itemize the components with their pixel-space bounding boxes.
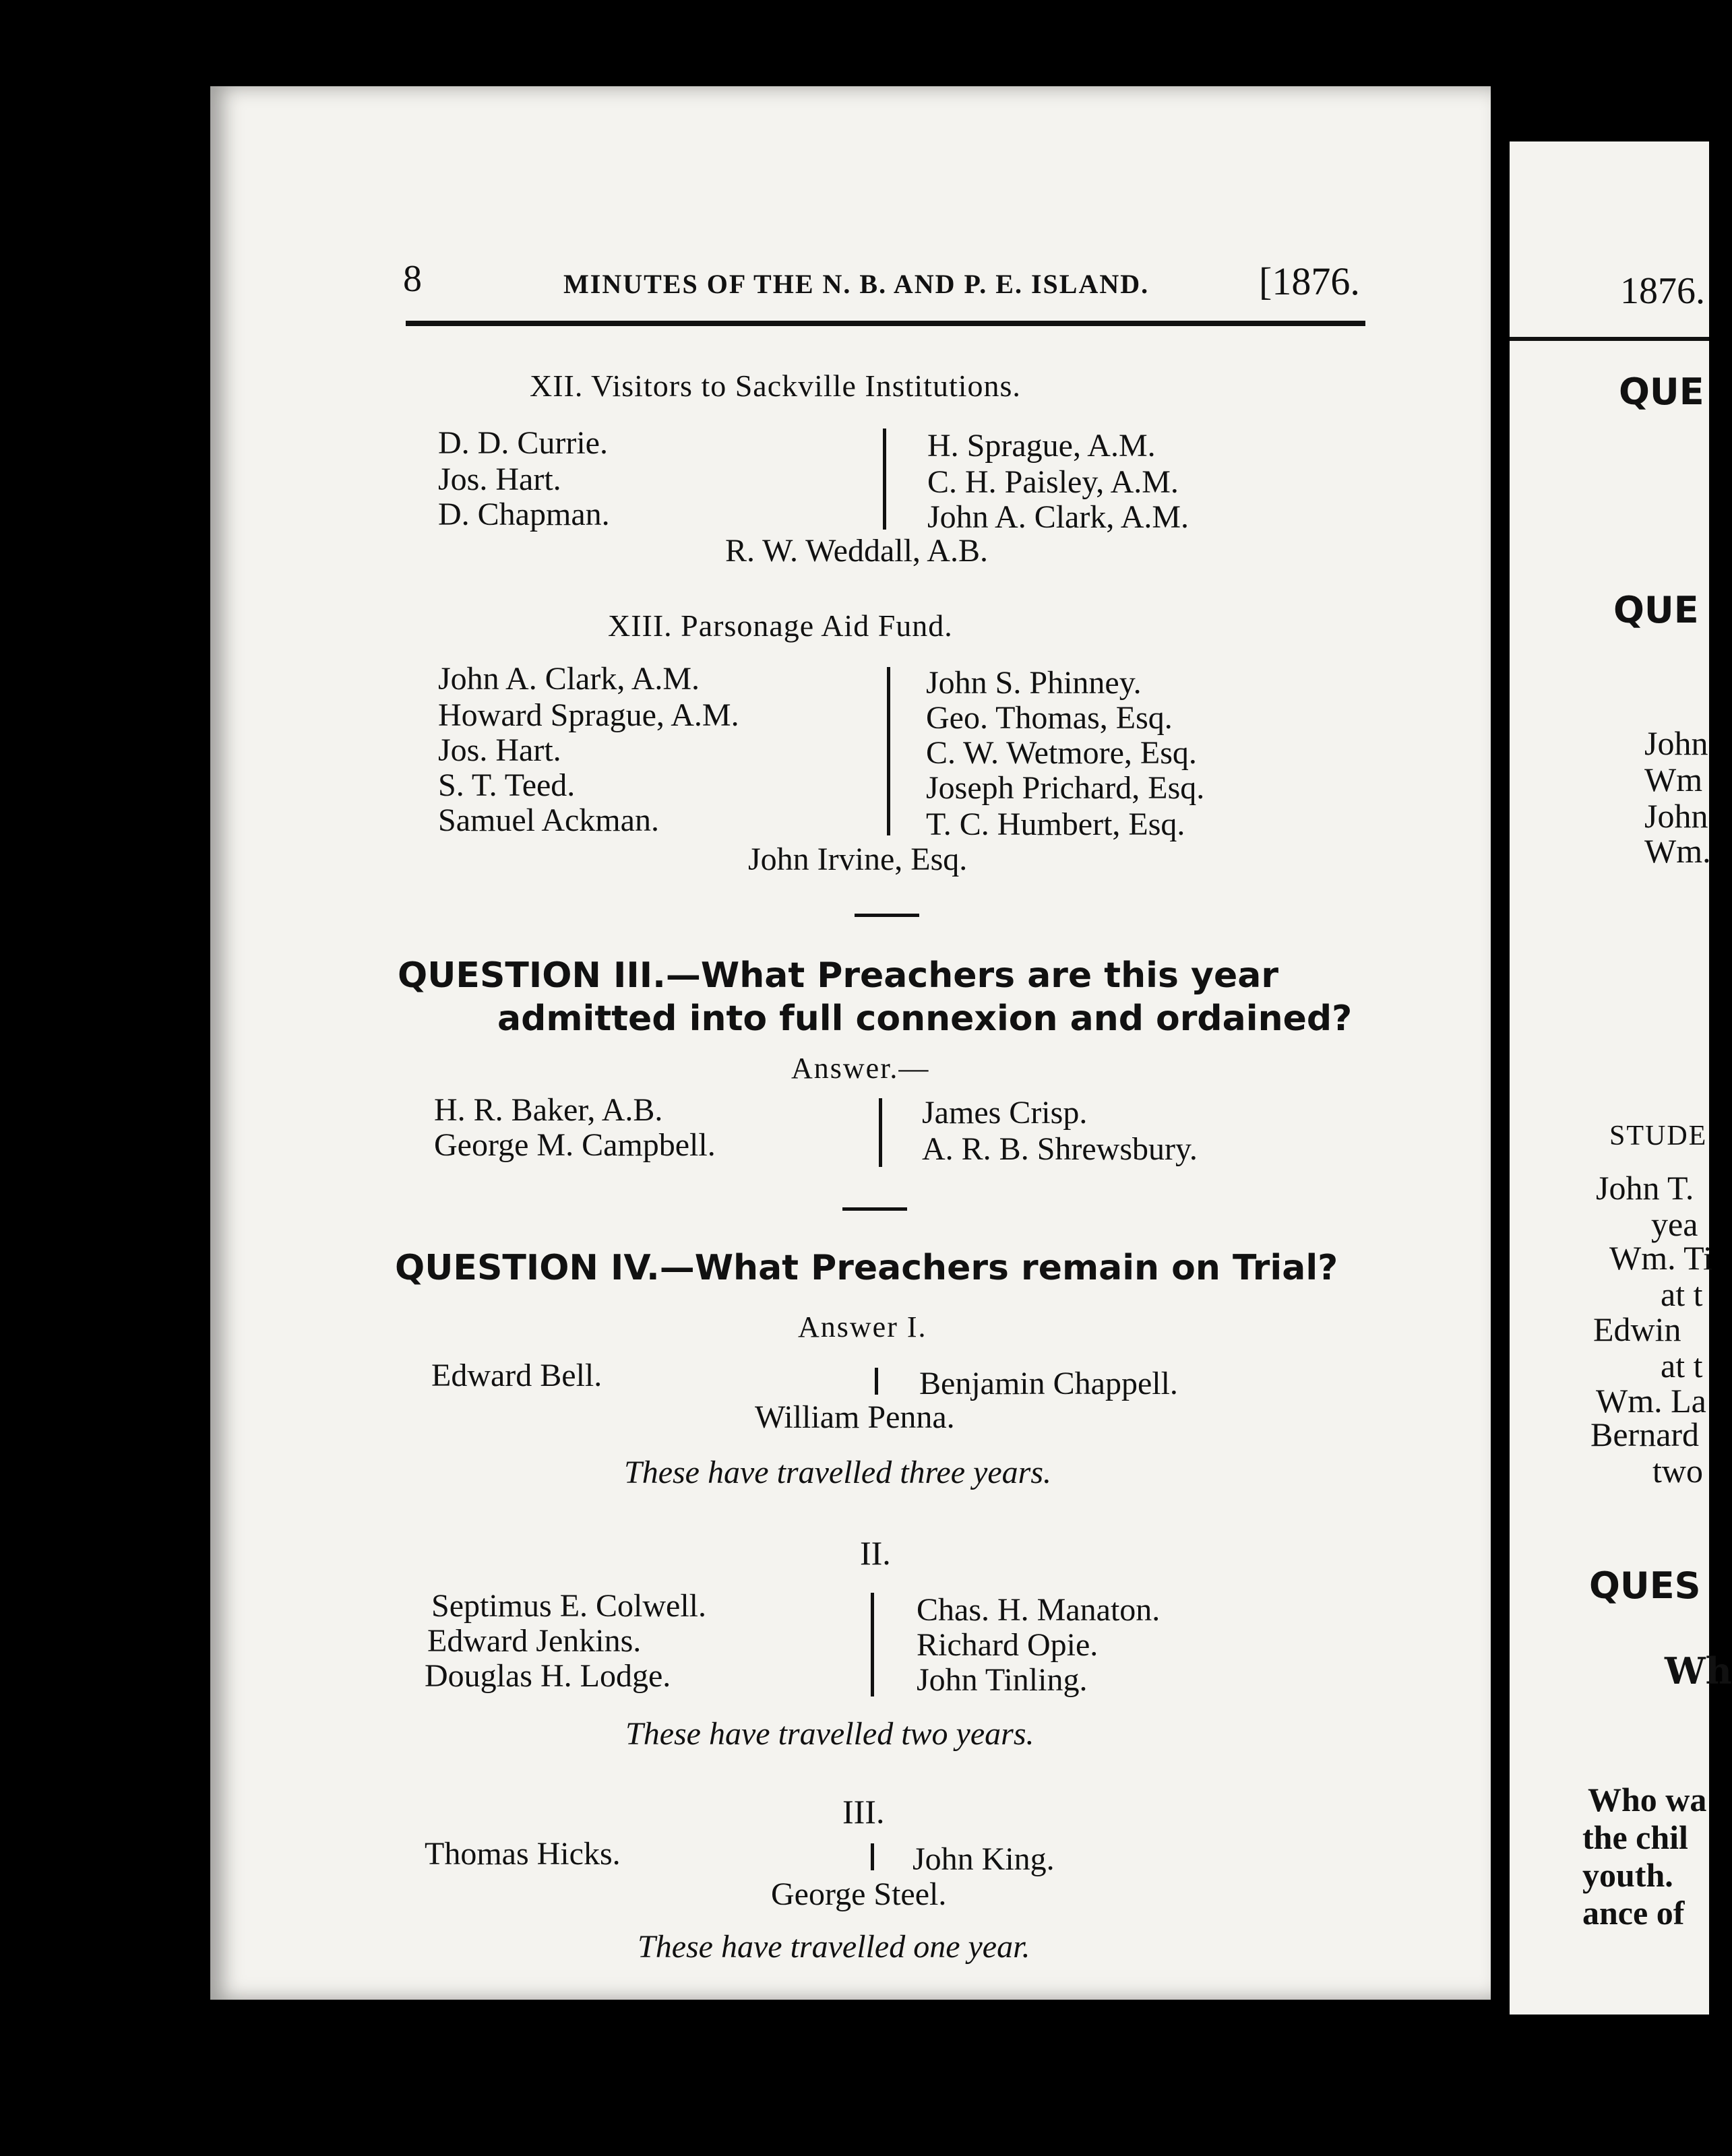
list-item: Septimus E. Colwell. bbox=[431, 1588, 706, 1624]
travel-note: These have travelled two years. bbox=[625, 1716, 1034, 1752]
right-page bbox=[1510, 141, 1732, 2015]
section-xiii-heading: XIII. Parsonage Aid Fund. bbox=[608, 608, 953, 643]
column-divider bbox=[883, 429, 886, 530]
travel-note: These have travelled one year. bbox=[638, 1929, 1030, 1965]
list-item: John S. Phinney. bbox=[926, 665, 1142, 701]
group-numeral: II. bbox=[860, 1534, 891, 1572]
text-fragment: Who wa bbox=[1588, 1781, 1707, 1818]
text-fragment: Wm. bbox=[1644, 832, 1711, 870]
header-rule bbox=[406, 321, 1365, 326]
section-xii-heading: XII. Visitors to Sackville Institutions. bbox=[530, 369, 1021, 403]
column-divider bbox=[887, 667, 890, 835]
list-item-centered: George Steel. bbox=[771, 1876, 947, 1912]
answer-label: Answer I. bbox=[798, 1310, 927, 1343]
list-item: T. C. Humbert, Esq. bbox=[926, 806, 1185, 842]
travel-note: These have travelled three years. bbox=[624, 1455, 1052, 1490]
list-item: C. W. Wetmore, Esq. bbox=[926, 735, 1197, 771]
running-title: MINUTES OF THE N. B. AND P. E. ISLAND. bbox=[563, 269, 1150, 299]
text-fragment: STUDE bbox=[1609, 1120, 1708, 1151]
section-divider bbox=[855, 914, 919, 917]
text-fragment: yea bbox=[1651, 1205, 1698, 1243]
text-fragment: QUE bbox=[1613, 589, 1699, 631]
list-item: H. R. Baker, A.B. bbox=[434, 1092, 663, 1128]
list-item: John Tinling. bbox=[917, 1662, 1088, 1698]
group-numeral: III. bbox=[842, 1793, 885, 1831]
column-divider bbox=[875, 1368, 878, 1395]
text-fragment: Bernard bbox=[1590, 1416, 1700, 1453]
list-item: S. T. Teed. bbox=[438, 767, 576, 803]
list-item: D. D. Currie. bbox=[438, 425, 608, 461]
list-item: George M. Campbell. bbox=[434, 1127, 716, 1163]
list-item-centered: William Penna. bbox=[755, 1399, 955, 1435]
list-item: C. H. Paisley, A.M. bbox=[927, 464, 1179, 500]
list-item: Douglas H. Lodge. bbox=[425, 1658, 671, 1694]
list-item: Jos. Hart. bbox=[438, 462, 561, 497]
question-iii-title-cont: admitted into full connexion and ordained? bbox=[497, 998, 1353, 1039]
text-fragment: Wh bbox=[1665, 1649, 1732, 1692]
text-fragment: at t bbox=[1661, 1347, 1703, 1385]
list-item: John A. Clark, A.M. bbox=[927, 499, 1189, 535]
list-item: James Crisp. bbox=[922, 1095, 1088, 1131]
list-item: H. Sprague, A.M. bbox=[927, 428, 1156, 464]
list-item: A. R. B. Shrewsbury. bbox=[922, 1131, 1198, 1167]
text-fragment: John T. bbox=[1596, 1169, 1694, 1207]
column-divider bbox=[871, 1593, 874, 1697]
text-fragment: two bbox=[1652, 1452, 1703, 1490]
header-rule bbox=[1510, 337, 1709, 341]
text-fragment: Wm. Ti bbox=[1609, 1239, 1712, 1277]
list-item: Jos. Hart. bbox=[438, 732, 561, 768]
text-fragment: QUE bbox=[1619, 371, 1704, 413]
list-item: John King. bbox=[913, 1841, 1055, 1877]
list-item: Richard Opie. bbox=[917, 1627, 1099, 1663]
text-fragment: Wm bbox=[1644, 761, 1703, 798]
list-item: John A. Clark, A.M. bbox=[438, 661, 700, 697]
text-fragment: youth. bbox=[1582, 1856, 1673, 1894]
section-divider bbox=[842, 1207, 907, 1211]
text-fragment: the chil bbox=[1582, 1818, 1688, 1856]
answer-label: Answer.— bbox=[791, 1052, 930, 1085]
column-divider bbox=[871, 1843, 874, 1870]
list-item: Geo. Thomas, Esq. bbox=[926, 700, 1173, 736]
list-item: Thomas Hicks. bbox=[425, 1836, 621, 1872]
list-item: Howard Sprague, A.M. bbox=[438, 697, 739, 733]
text-fragment: John bbox=[1644, 724, 1708, 762]
list-item: Chas. H. Manaton. bbox=[917, 1592, 1161, 1628]
list-item: Joseph Prichard, Esq. bbox=[926, 770, 1205, 806]
text-fragment: QUES bbox=[1589, 1564, 1701, 1607]
list-item: D. Chapman. bbox=[438, 497, 610, 532]
list-item-centered: R. W. Weddall, A.B. bbox=[725, 533, 988, 569]
right-page-year: 1876. bbox=[1620, 270, 1705, 312]
column-divider bbox=[879, 1098, 882, 1167]
text-fragment: Edwin bbox=[1593, 1310, 1681, 1348]
page-number: 8 bbox=[403, 258, 422, 300]
list-item-centered: John Irvine, Esq. bbox=[748, 842, 968, 877]
text-fragment: at t bbox=[1661, 1275, 1703, 1313]
question-iii-title: QUESTION III.—What Preachers are this year bbox=[398, 955, 1278, 996]
list-item: Edward Bell. bbox=[431, 1358, 602, 1393]
list-item: Benjamin Chappell. bbox=[919, 1366, 1178, 1401]
list-item: Edward Jenkins. bbox=[427, 1623, 642, 1659]
list-item: Samuel Ackman. bbox=[438, 802, 659, 838]
question-iv-title: QUESTION IV.—What Preachers remain on Trial? bbox=[395, 1248, 1338, 1288]
text-fragment: Wm. La bbox=[1596, 1382, 1706, 1420]
header-year: [1876. bbox=[1259, 259, 1360, 303]
text-fragment: John bbox=[1644, 797, 1708, 835]
text-fragment: ance of bbox=[1582, 1894, 1685, 1932]
